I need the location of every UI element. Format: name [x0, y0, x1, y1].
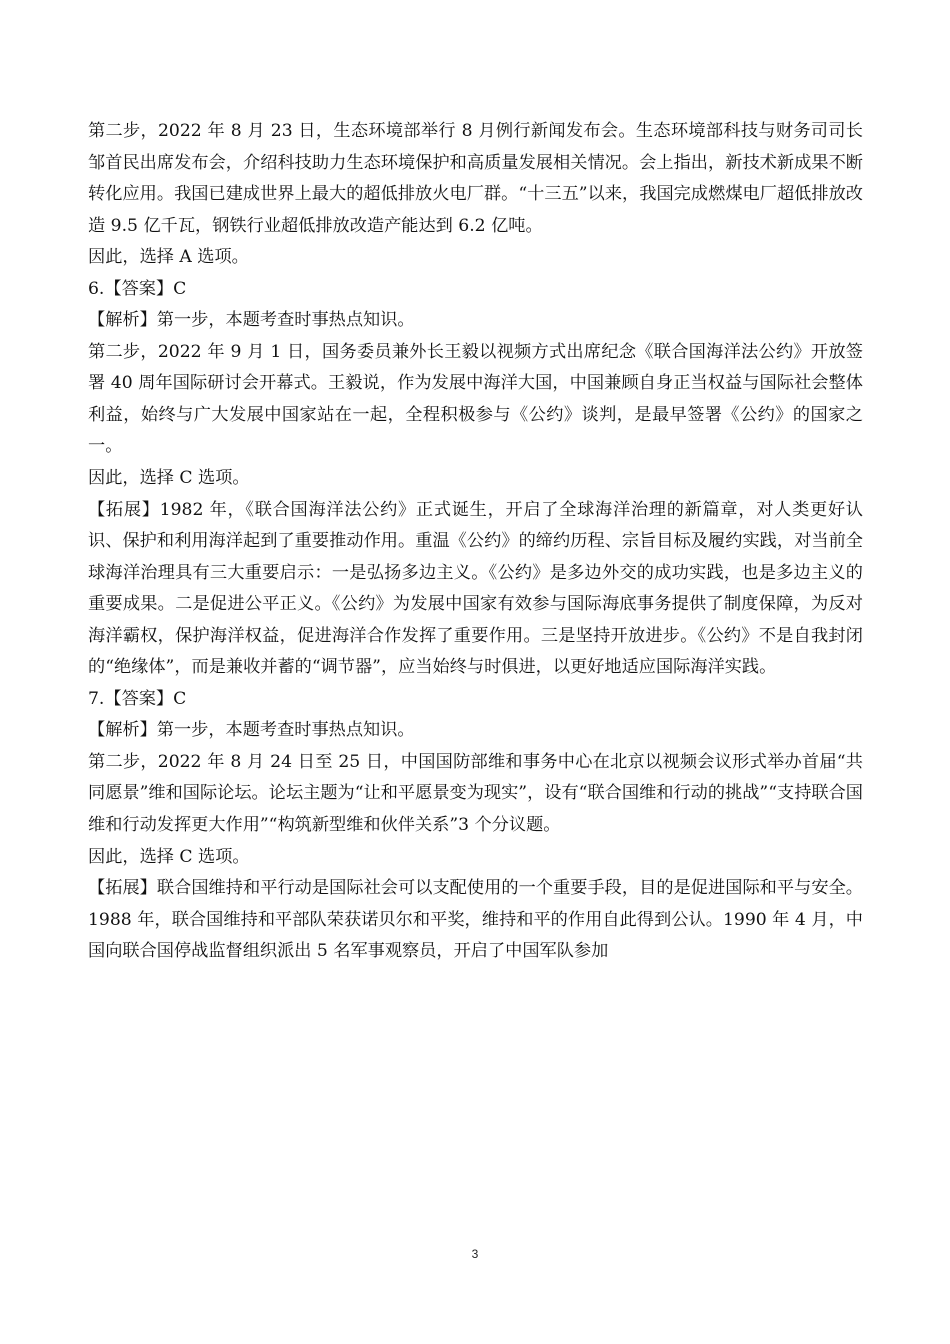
paragraph-q6-conclusion: 因此，选择 C 选项。: [88, 468, 250, 489]
paragraph-q7-answer: 7.【答案】C: [88, 688, 187, 709]
paragraph-q6-answer: 6.【答案】C: [88, 278, 187, 299]
paragraph-q5-conclusion: 因此，选择 A 选项。: [88, 247, 249, 268]
document-body: [88, 116, 863, 968]
paragraph-q6-analysis-step1: 【解析】第一步，本题考查时事热点知识。: [88, 310, 415, 331]
paragraph-q7-extension: 【拓展】联合国维持和平行动是国际社会可以支配使用的一个重要手段，目的是促进国际和平与安全。1988 年，联合国维持和平部队荣获诺贝尔和平奖，维持和平的作用自此得到公认。1990 年 4 月，中国向联合国停战监督组织派出 5 名军事观察员，开启了中国军队参加: [88, 878, 863, 962]
paragraph-q6-extension: 【拓展】1982 年，《联合国海洋法公约》正式诞生，开启了全球海洋治理的新篇章，对人类更好认识、保护和利用海洋起到了重要推动作用。重温《公约》的缔约历程、宗旨目标及履约实践，对当前全球海洋治理具有三大重要启示：一是弘扬多边主义。《公约》是多边外交的成功实践，也是多边主义的重要成果。二是促进公平正义。《公约》为发展中国家有效参与国际海底事务提供了制度保障，为反对海洋霸权，保护海洋权益，促进海洋合作发挥了重要作用。三是坚持开放进步。《公约》不是自我封闭的“绝缘体”，而是兼收并蓄的“调节器”，应当始终与时俱进，以更好地适应国际海洋实践。: [88, 499, 863, 678]
page-number: 3: [471, 1247, 479, 1261]
paragraph-q7-conclusion: 因此，选择 C 选项。: [88, 846, 250, 867]
paragraph-q6-step2: 第二步，2022 年 9 月 1 日，国务委员兼外长王毅以视频方式出席纪念《联合国海洋法公约》开放签署 40 周年国际研讨会开幕式。王毅说，作为发展中海洋大国，中国兼顾自身正当权益与国际社会整体利益，始终与广大发展中国家站在一起，全程积极参与《公约》谈判，是最早签署《公约》的国家之一。: [88, 341, 863, 457]
paragraph-q5-step2: 第二步，2022 年 8 月 23 日，生态环境部举行 8 月例行新闻发布会。生态环境部科技与财务司司长邹首民出席发布会，介绍科技助力生态环境保护和高质量发展相关情况。会上指出，新技术新成果不断转化应用。我国已建成世界上最大的超低排放火电厂群。“十三五”以来，我国完成燃煤电厂超低排放改造 9.5 亿千瓦，钢铁行业超低排放改造产能达到 6.2 亿吨。: [88, 121, 863, 236]
paragraph-q7-analysis-step1: 【解析】第一步，本题考查时事热点知识。: [88, 720, 415, 741]
paragraph-q7-step2: 第二步，2022 年 8 月 24 日至 25 日，中国国防部维和事务中心在北京以视频会议形式举办首届“共同愿景”维和国际论坛。论坛主题为“让和平愿景变为现实”，设有“联合国维和行动的挑战”“支持联合国维和行动发挥更大作用”“构筑新型维和伙伴关系”3 个分议题。: [88, 751, 863, 836]
